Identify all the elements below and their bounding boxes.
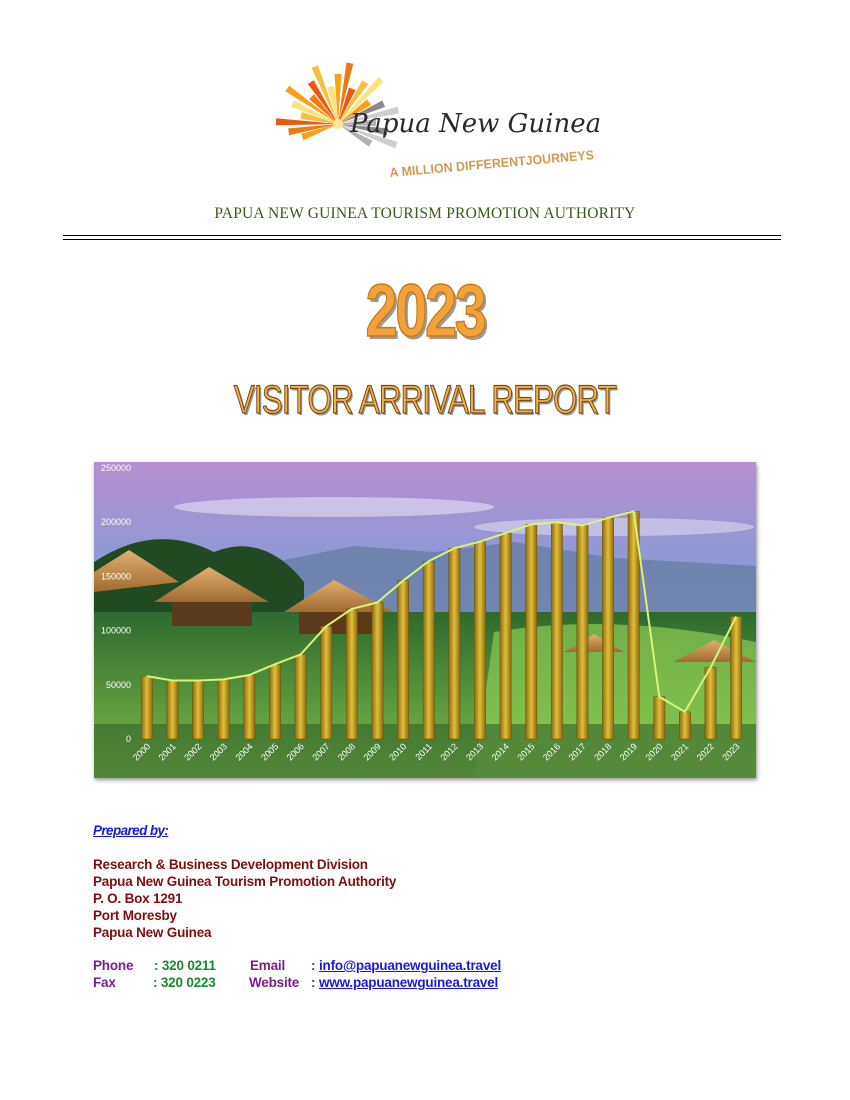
- x-tick-label: 2022: [694, 741, 717, 763]
- bar-2012: [449, 548, 460, 739]
- bar-2018: [602, 518, 613, 739]
- x-tick-label: 2008: [335, 741, 358, 763]
- bar-2004: [244, 675, 255, 739]
- x-tick-label: 2012: [438, 741, 460, 763]
- report-title: VISITOR ARRIVAL REPORT: [233, 378, 617, 422]
- bar-2003: [218, 679, 229, 739]
- bar-2000: [141, 676, 152, 739]
- x-tick-label: 2005: [259, 741, 281, 763]
- email-separator: :: [311, 958, 316, 973]
- x-tick-label: 2006: [284, 741, 307, 763]
- bar-2007: [321, 626, 332, 739]
- email-link[interactable]: info@papuanewguinea.travel: [319, 958, 501, 973]
- fax-value: : 320 0223: [153, 975, 216, 990]
- y-tick-label: 200000: [100, 517, 131, 528]
- division-name: Research & Business Development Division: [93, 857, 368, 872]
- fax-label: Fax: [93, 975, 116, 990]
- website-link[interactable]: www.papuanewguinea.travel: [319, 975, 499, 990]
- country: Papua New Guinea: [93, 925, 212, 940]
- x-tick-label: 2018: [592, 741, 614, 763]
- bar-2001: [167, 681, 178, 740]
- tpa-logo: [250, 62, 610, 192]
- visitor-arrivals-chart: [94, 462, 756, 778]
- x-tick-label: 2015: [515, 741, 537, 763]
- x-tick-label: 2019: [617, 741, 640, 763]
- website-label: Website: [249, 975, 300, 990]
- divider-top: [63, 235, 781, 236]
- x-tick-label: 2020: [643, 741, 665, 763]
- bar-2011: [423, 561, 434, 739]
- bar-2013: [474, 542, 485, 739]
- x-tick-label: 2004: [233, 741, 255, 763]
- phone-label: Phone: [93, 958, 134, 973]
- bar-2009: [372, 602, 383, 739]
- y-tick-label: 0: [125, 734, 131, 744]
- bar-2020: [654, 697, 665, 739]
- prepared-by-label: Prepared by:: [93, 823, 169, 838]
- bar-2010: [397, 581, 408, 739]
- x-tick-label: 2017: [566, 741, 588, 763]
- bar-2002: [192, 681, 203, 740]
- y-tick-label: 150000: [100, 571, 131, 582]
- city: Port Moresby: [93, 908, 177, 923]
- organization-name: PAPUA NEW GUINEA TOURISM PROMOTION AUTHORITY: [214, 205, 636, 222]
- authority-name: Papua New Guinea Tourism Promotion Authority: [93, 874, 397, 889]
- email-label: Email: [250, 958, 286, 973]
- x-tick-label: 2021: [669, 741, 691, 763]
- address-block: [93, 856, 396, 941]
- phone-value: : 320 0211: [154, 958, 216, 973]
- bar-2005: [269, 664, 280, 739]
- website-separator: :: [311, 975, 316, 990]
- po-box: P. O. Box 1291: [93, 891, 183, 906]
- bar-2014: [500, 533, 511, 739]
- divider-bottom: [63, 239, 781, 240]
- x-tick-label: 2023: [720, 741, 742, 763]
- x-tick-label: 2007: [310, 741, 332, 763]
- x-tick-label: 2002: [182, 741, 204, 763]
- x-tick-label: 2001: [156, 741, 178, 763]
- x-tick-label: 2016: [540, 741, 563, 763]
- bar-2017: [577, 526, 588, 740]
- x-tick-label: 2009: [361, 741, 383, 763]
- bar-2023: [731, 617, 742, 740]
- bar-2016: [551, 522, 562, 739]
- x-tick-label: 2010: [387, 741, 409, 763]
- chart-canvas: [94, 462, 756, 778]
- bar-2008: [346, 609, 357, 739]
- x-tick-label: 2000: [130, 741, 153, 763]
- logo-script-text: Papua New Guinea: [350, 109, 602, 139]
- bar-2022: [705, 668, 716, 740]
- y-tick-label: 250000: [100, 463, 131, 473]
- report-year: 2023: [365, 269, 485, 352]
- logo-tagline: A MILLION DIFFERENTJOURNEYS: [388, 146, 604, 180]
- y-tick-label: 100000: [100, 625, 131, 636]
- bar-2006: [295, 654, 306, 739]
- x-tick-label: 2003: [207, 741, 230, 763]
- x-tick-label: 2011: [413, 741, 435, 763]
- x-tick-label: 2014: [489, 741, 512, 763]
- y-tick-label: 50000: [105, 679, 131, 690]
- bar-2021: [679, 712, 690, 739]
- bar-2015: [526, 524, 537, 739]
- x-tick-label: 2013: [464, 741, 486, 763]
